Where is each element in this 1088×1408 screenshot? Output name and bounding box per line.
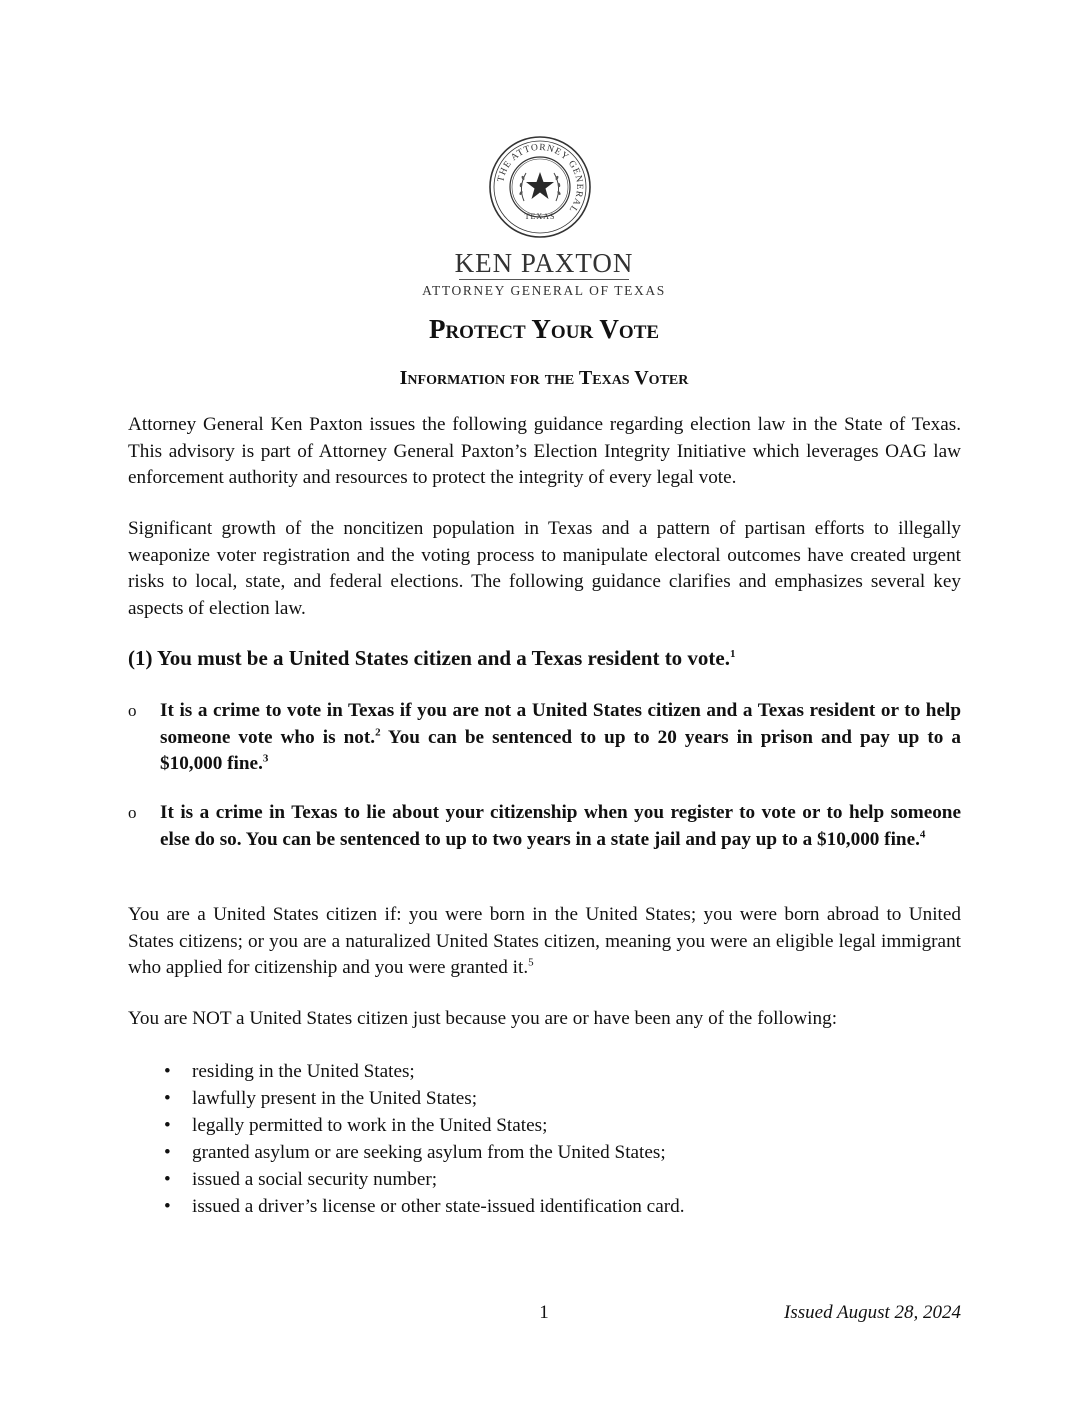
list-item-text: granted asylum or are seeking asylum from the United States;: [192, 1142, 666, 1163]
not-citizen-list: [128, 1058, 685, 1220]
intro-paragraph: Attorney General Ken Paxton issues the following guidance regarding election law in the State of Texas. This advisory is part of Attorney General Paxton’s Election Integrity Initiative which leverages OAG law enforcement authority and resources to protect the integrity of every legal vote.: [128, 414, 961, 488]
list-item: [128, 1193, 685, 1220]
list-item: [128, 1085, 685, 1112]
bullet-icon: •: [164, 1088, 171, 1109]
not-citizen-intro: You are NOT a United States citizen just because you are or have been any of the following:: [128, 1008, 838, 1029]
star-icon: [526, 172, 554, 199]
list-marker: o: [128, 701, 137, 720]
section-1-heading: [128, 644, 961, 672]
list-item-text: issued a driver’s license or other state-issued identification card.: [192, 1196, 685, 1217]
page-number: 1: [539, 1302, 549, 1323]
footnote-ref: 2: [375, 726, 381, 739]
growth-paragraph: Significant growth of the noncitizen population in Texas and a pattern of partisan efforts to illegally weaponize voter registration and the voting process to manipulate electoral outcomes have created urgent risks to local, state, and federal elections. The following guidance clarifies and emphasizes several key aspects of election law.: [128, 518, 961, 619]
official-office: ATTORNEY GENERAL OF TEXAS: [422, 283, 666, 298]
list-item: [128, 1166, 685, 1193]
list-item: [128, 800, 961, 853]
list-item: [128, 1139, 685, 1166]
list-item-text: legally permitted to work in the United States;: [192, 1115, 548, 1136]
footnote-ref: 4: [919, 828, 926, 841]
footnote-ref: 5: [528, 956, 534, 969]
list-item: [128, 1058, 685, 1085]
bullet-icon: •: [164, 1196, 171, 1217]
list-item-text: lawfully present in the United States;: [192, 1088, 478, 1109]
list-marker: o: [128, 803, 137, 822]
official-name: KEN PAXTON: [454, 248, 634, 278]
attorney-general-seal: [488, 135, 592, 239]
bullet-icon: •: [164, 1061, 171, 1082]
seal-state-text: TEXAS: [524, 212, 556, 221]
citizen-paragraph-text: You are a United States citizen if: you were born in the United States; you were born abroad to United States citizens; or you are a naturalized United States citizen, meaning you were an eligible legal immigrant who applied for citizenship and you were granted it.: [128, 904, 961, 978]
list-item-text: issued a social security number;: [192, 1169, 438, 1190]
list-item: [128, 1112, 685, 1139]
item-1-text-b: You can be sentenced to up to 20 years in prison and pay up to a $10,000 fine.: [160, 726, 961, 774]
list-item-text: residing in the United States;: [192, 1061, 415, 1082]
page-title: Protect Your Vote: [428, 314, 660, 344]
list-item: [128, 698, 961, 778]
item-2-text: It is a crime in Texas to lie about your citizenship when you register to vote or to help someone else do so. You can be sentenced to up to two years in a state jail and pay up to a $10,000 fine.: [160, 802, 961, 850]
bullet-icon: •: [164, 1142, 171, 1163]
citizen-paragraph: [128, 902, 961, 982]
page-subtitle: Information for the Texas Voter: [399, 367, 689, 389]
footnote-ref: 3: [262, 752, 269, 765]
section-1-heading-text: (1) You must be a United States citizen and a Texas resident to vote.: [128, 646, 730, 670]
name-divider: [459, 279, 629, 280]
issued-date: Issued August 28, 2024: [784, 1302, 961, 1323]
item-1-text-a: It is a crime to vote in Texas if you are not a United States citizen and a Texas resident or to help someone vote who is not.: [160, 700, 961, 748]
bullet-icon: •: [164, 1169, 171, 1190]
seal-ring-text: THE ATTORNEY GENERAL: [496, 142, 585, 215]
footnote-ref: 1: [730, 648, 736, 660]
bullet-icon: •: [164, 1115, 171, 1136]
